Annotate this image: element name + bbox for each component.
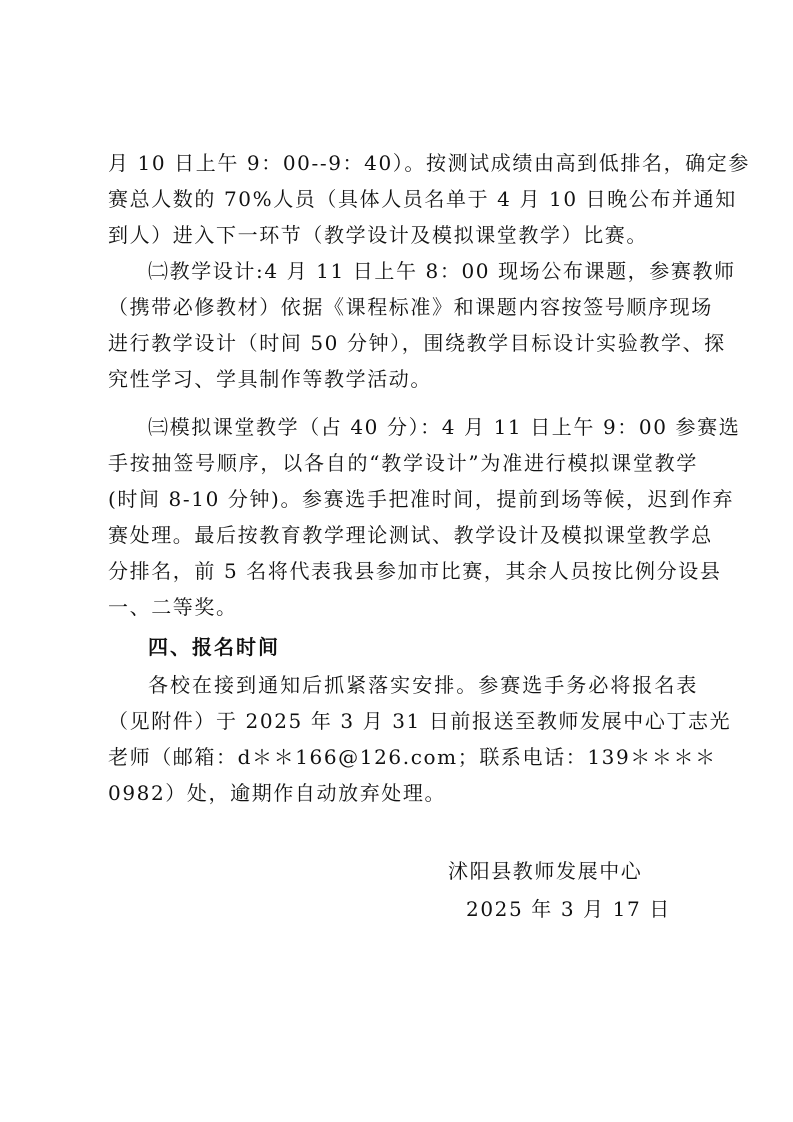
paragraph-3-line-2: 手按抽签号顺序，以各自的“教学设计”为准进行模拟课堂教学 — [108, 451, 698, 475]
paragraph-4-line-1: 各校在接到通知后抓紧落实安排。参赛选手务必将报名表 — [148, 673, 698, 697]
paragraph-4-line-3: 老师（邮箱：d＊＊166@126.com；联系电话：139＊＊＊＊ — [108, 745, 717, 769]
paragraph-3-line-5: 分排名，前 5 名将代表我县参加市比赛，其余人员按比例分设县 — [108, 559, 722, 583]
section-heading: 四、报名时间 — [148, 635, 280, 659]
paragraph-2-line-3: 进行教学设计（时间 50 分钟），围绕教学目标设计实验教学、探 — [108, 331, 726, 355]
paragraph-3-line-3: (时间 8-10 分钟)。参赛选手把准时间，提前到场等候，迟到作弃 — [108, 487, 735, 511]
signature-organization: 沭阳县教师发展中心 — [448, 859, 643, 883]
paragraph-2-line-2: （携带必修教材）依据《课程标准》和课题内容按签号顺序现场 — [108, 295, 713, 319]
paragraph-4-line-2: （见附件）于 2025 年 3 月 31 日前报送至教师发展中心丁志光 — [108, 709, 732, 733]
paragraph-2-line-4: 究性学习、学具制作等教学活动。 — [108, 367, 432, 391]
paragraph-3-line-4: 赛处理。最后按教育教学理论测试、教学设计及模拟课堂教学总 — [108, 523, 713, 547]
paragraph-1-line-2: 赛总人数的 70%人员（具体人员名单于 4 月 10 日晚公布并通知 — [108, 187, 737, 211]
signature-date: 2025 年 3 月 17 日 — [466, 897, 671, 921]
paragraph-3-line-6: 一、二等奖。 — [108, 595, 238, 619]
paragraph-3-line-1: ㈢模拟课堂教学（占 40 分）：4 月 11 日上午 9：00 参赛选 — [148, 415, 741, 439]
paragraph-1-line-1: 月 10 日上午 9：00--9：40）。按测试成绩由高到低排名，确定参 — [108, 151, 750, 175]
paragraph-2-line-1: ㈡教学设计:4 月 11 日上午 8：00 现场公布课题，参赛教师 — [148, 259, 736, 283]
paragraph-4-line-4: 0982）处，逾期作自动放弃处理。 — [108, 781, 447, 805]
paragraph-1-line-3: 到人）进入下一环节（教学设计及模拟课堂教学）比赛。 — [108, 223, 648, 247]
